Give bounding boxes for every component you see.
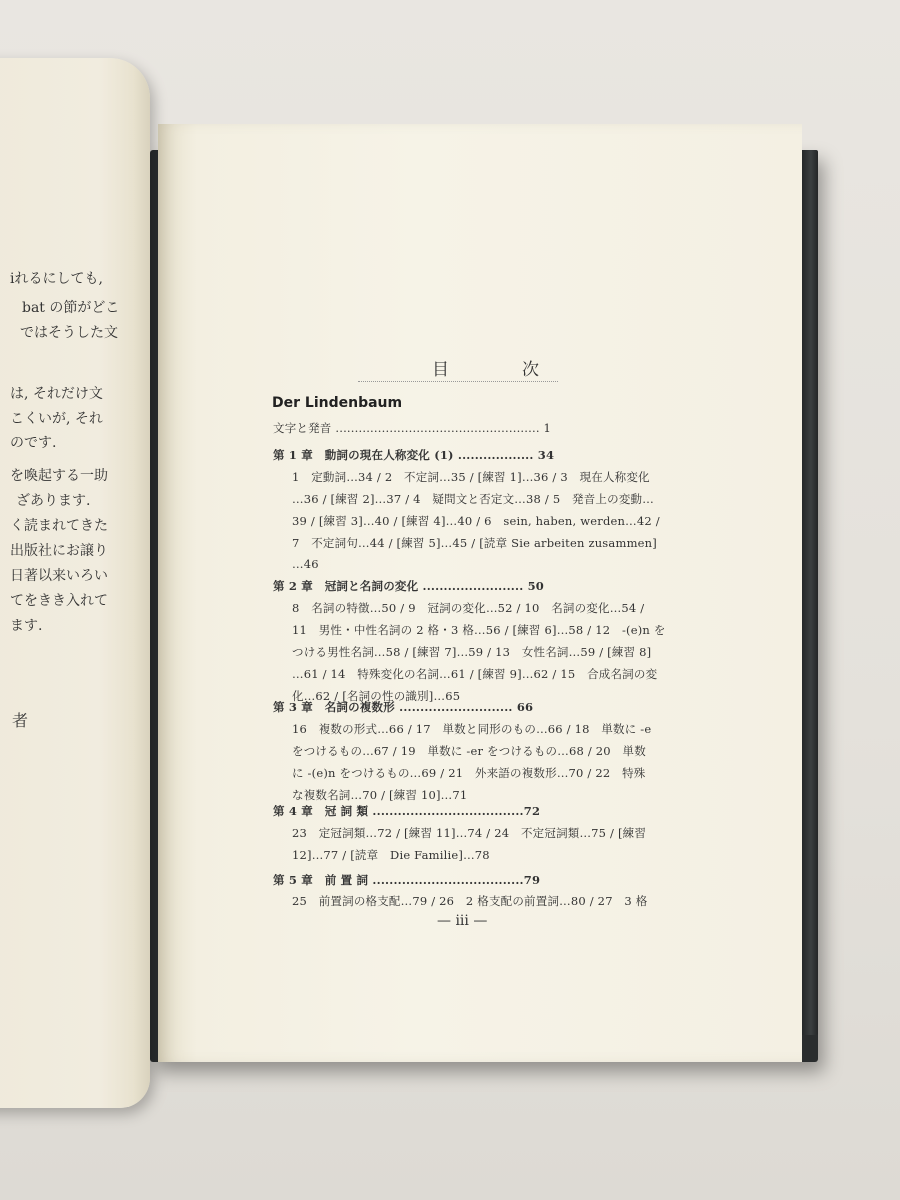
toc-chapter-entry: 第 5 章 前 置 詞 ....................................79 bbox=[273, 873, 541, 887]
left-page-text-line: ざあります. bbox=[16, 493, 91, 509]
left-page-text-line: を喚起する一助 bbox=[10, 468, 108, 484]
part-title: Der Lindenbaum bbox=[272, 395, 403, 411]
toc-sub-entry: 25 前置詞の格支配…79 / 26 2 格支配の前置詞…80 / 27 3 格 bbox=[292, 894, 648, 908]
toc-chapter-entry: 第 3 章 名詞の複数形 ........................... 66 bbox=[273, 700, 534, 714]
toc-chapter-entry: 第 1 章 動詞の現在人称変化 (1) .................. 34 bbox=[273, 448, 555, 462]
left-page-text-line: のです. bbox=[10, 435, 57, 451]
book-cover-edge bbox=[800, 150, 818, 1035]
left-page bbox=[0, 58, 150, 1108]
toc-sub-entry: 8 名詞の特徴…50 / 9 冠詞の変化…52 / 10 名詞の変化…54 / bbox=[292, 601, 645, 615]
left-page-text-line: こくいが, それ bbox=[10, 411, 103, 427]
left-page-text-line: 出版社にお譲り bbox=[10, 543, 108, 559]
left-page-text-line: iれるにしても, bbox=[10, 271, 103, 287]
left-page-text-line: 日著以来いろい bbox=[10, 568, 108, 584]
toc-sub-entry: に -(e)n をつけるもの…69 / 21 外来語の複数形…70 / 22 特殊 bbox=[292, 766, 646, 780]
toc-sub-entry: 23 定冠詞類…72 / [練習 11]…74 / 24 不定冠詞類…75 / [練習 bbox=[292, 826, 647, 840]
left-page-text-line: てをきき入れて bbox=[10, 593, 108, 609]
toc-title: 目 次 bbox=[432, 360, 567, 380]
author-signature: 者 bbox=[12, 711, 29, 730]
toc-sub-entry: …36 / [練習 2]…37 / 4 疑問文と否定文…38 / 5 発音上の変動… bbox=[292, 492, 654, 506]
toc-sub-entry: …46 bbox=[292, 557, 319, 571]
toc-sub-entry: 化…62 / [名詞の性の識別]…65 bbox=[292, 689, 461, 703]
toc-sub-entry: 文字と発音 ..................................................... 1 bbox=[273, 421, 552, 435]
toc-sub-entry: な複数名詞…70 / [練習 10]…71 bbox=[292, 788, 468, 802]
toc-sub-entry: つける男性名詞…58 / [練習 7]…59 / 13 女性名詞…59 / [練習 8] bbox=[292, 645, 652, 659]
toc-chapter-entry: 第 4 章 冠 詞 類 ....................................72 bbox=[273, 804, 541, 818]
toc-sub-entry: 11 男性・中性名詞の 2 格・3 格…56 / [練習 6]…58 / 12 -(e)n を bbox=[292, 623, 666, 637]
left-page-text-line: く読まれてきた bbox=[10, 518, 108, 534]
page-folio: — iii — bbox=[437, 913, 488, 929]
toc-sub-entry: をつけるもの…67 / 19 単数に -er をつけるもの…68 / 20 単数 bbox=[292, 744, 646, 758]
left-page-text-line: ではそうした文 bbox=[20, 325, 118, 341]
left-page-text-line: は, それだけ文 bbox=[10, 386, 103, 402]
left-page-text-line: bat の節がどこ bbox=[22, 300, 120, 316]
toc-sub-entry: 1 定動詞…34 / 2 不定詞…35 / [練習 1]…36 / 3 現在人称変化 bbox=[292, 470, 650, 484]
toc-chapter-entry: 第 2 章 冠詞と名詞の変化 ........................ 50 bbox=[273, 579, 545, 593]
toc-sub-entry: 7 不定詞句…44 / [練習 5]…45 / [読章 Sie arbeiten zusammen] bbox=[292, 536, 657, 550]
toc-title-rule bbox=[358, 381, 558, 383]
left-page-text-line: ます. bbox=[10, 618, 43, 634]
toc-sub-entry: 39 / [練習 3]…40 / [練習 4]…40 / 6 sein, haben, werden…42 / bbox=[292, 514, 660, 528]
toc-sub-entry: 12]…77 / [読章 Die Familie]…78 bbox=[292, 848, 490, 862]
toc-sub-entry: …61 / 14 特殊変化の名詞…61 / [練習 9]…62 / 15 合成名詞の変 bbox=[292, 667, 658, 681]
toc-sub-entry: 16 複数の形式…66 / 17 単数と同形のもの…66 / 18 単数に -e bbox=[292, 722, 652, 736]
